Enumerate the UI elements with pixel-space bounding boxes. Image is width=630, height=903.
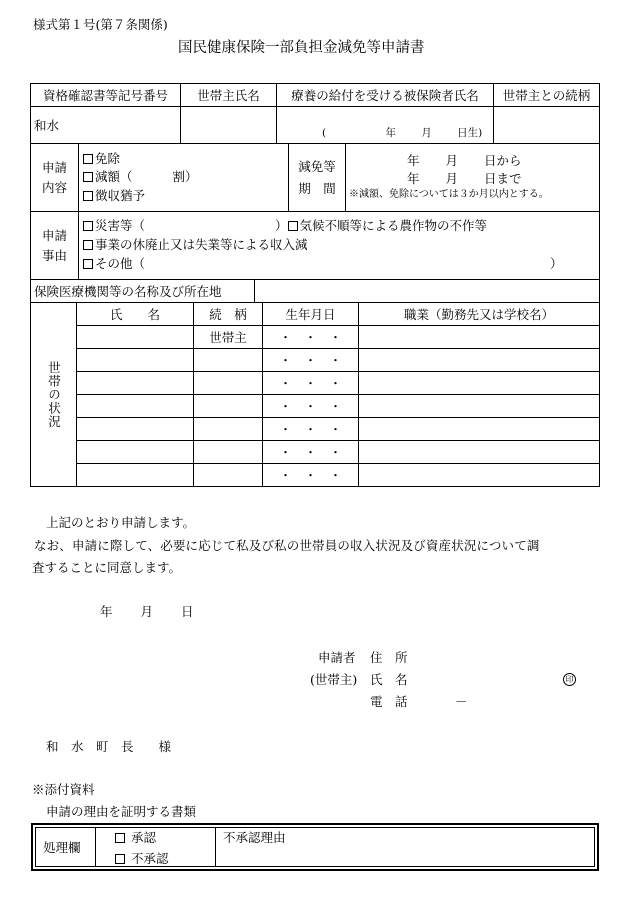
disapproval-reason-label: 不承認理由 [223, 830, 286, 845]
table-row [31, 326, 600, 349]
table-row [31, 441, 600, 464]
business-checkbox[interactable] [83, 240, 93, 250]
member-relation-field[interactable] [194, 395, 263, 418]
weather-checkbox[interactable] [288, 221, 298, 231]
member-occupation-field[interactable] [359, 349, 600, 372]
institution-table [30, 279, 600, 303]
header-relation: 世帯主との続柄 [494, 84, 600, 107]
disapprove-option[interactable]: 不承認 [115, 851, 169, 867]
other-checkbox[interactable] [83, 259, 93, 269]
address-label: 住 所 [370, 650, 408, 665]
institution-field[interactable] [255, 280, 600, 303]
member-occupation-field[interactable] [359, 441, 600, 464]
household-side-label: 世帯の状況 [31, 303, 77, 487]
approve-option[interactable]: 承認 [115, 830, 156, 846]
content-options [79, 144, 289, 212]
addressee: 和 水 町 長 様 [46, 739, 172, 754]
institution-label: 保険医療機関等の名称及び所在地 [31, 280, 255, 303]
reason-label: 申請 事由 [31, 212, 79, 280]
householder-name-field[interactable] [181, 107, 277, 144]
member-name-field[interactable] [77, 464, 194, 487]
member-relation-field[interactable] [194, 372, 263, 395]
table-row [31, 418, 600, 441]
deferral-checkbox[interactable] [83, 191, 93, 201]
application-content-table [30, 143, 600, 212]
member-occupation-field[interactable] [359, 372, 600, 395]
application-date[interactable]: 年 月 日 [100, 604, 194, 619]
header-member-relation: 続 柄 [194, 303, 263, 326]
member-name-field[interactable] [77, 418, 194, 441]
option-other[interactable]: その他（ ） [83, 255, 596, 274]
householder-label: (世帯主) [310, 672, 358, 687]
member-relation-field[interactable] [194, 349, 263, 372]
member-birthdate-field[interactable]: ・ ・ ・ [263, 464, 359, 487]
member-birthdate-field[interactable]: ・ ・ ・ [263, 395, 359, 418]
approve-checkbox[interactable] [115, 833, 125, 843]
member-occupation-field[interactable] [359, 418, 600, 441]
option-weather[interactable]: 気候不順等による農作物の不作等 [288, 218, 488, 233]
header-member-occupation: 職業（勤務先又は学校名） [359, 303, 600, 326]
period-label: 減免等 期 間 [289, 144, 346, 212]
reason-options: 災害等（ ） 気候不順等による農作物の不作等 事業の休廃止又は失業等による収入減 その他（ ） [79, 212, 600, 280]
statement-line-2: なお、申請に際して、必要に応じて私及び私の世帯員の収入状況及び資産状況について調 [34, 538, 540, 553]
insured-info-table [30, 83, 600, 144]
attachments-title: ※添付資料 [32, 782, 95, 797]
member-relation-field[interactable] [194, 418, 263, 441]
page-title: 国民健康保険一部負担金減免等申請書 [178, 40, 425, 56]
header-insurance-number: 資格確認書等記号番号 [31, 84, 181, 107]
header-householder-name: 世帯主氏名 [181, 84, 277, 107]
header-member-name: 氏 名 [77, 303, 194, 326]
relation-field[interactable] [494, 107, 600, 144]
member-occupation-field[interactable] [359, 395, 600, 418]
table-row [31, 395, 600, 418]
header-insured-name: 療養の給付を受ける被保険者氏名 [277, 84, 494, 107]
form-number: 様式第１号(第７条関係) [33, 17, 168, 32]
table-row [31, 349, 600, 372]
processing-box [31, 823, 599, 871]
disapprove-checkbox[interactable] [115, 854, 125, 864]
statement-line-3: 査することに同意します。 [32, 560, 182, 575]
member-occupation-field[interactable] [359, 464, 600, 487]
period-note: ※減額、免除については３か月以内とする。 [349, 189, 549, 201]
insurance-number-field[interactable] [31, 107, 181, 144]
member-name-field[interactable] [77, 395, 194, 418]
phone-label: 電 話 [370, 694, 408, 709]
insured-name-field[interactable]: ( 年 月 日生) [277, 107, 494, 144]
option-reduction[interactable]: 減額（ 割） [83, 168, 285, 186]
member-relation-field[interactable] [194, 464, 263, 487]
member-occupation-field[interactable] [359, 326, 600, 349]
option-disaster[interactable]: 災害等（ [83, 218, 145, 233]
period-field[interactable]: 年 月 日から 年 月 日まで ※減額、免除については３か月以内とする。 [346, 144, 600, 212]
era-label: 和水 [34, 118, 60, 133]
table-row [31, 464, 600, 487]
processing-label: 処理欄 [43, 840, 81, 855]
member-relation-field[interactable] [194, 441, 263, 464]
member-relation-field[interactable]: 世帯主 [194, 326, 263, 349]
member-name-field[interactable] [77, 349, 194, 372]
member-name-field[interactable] [77, 441, 194, 464]
reason-table [30, 211, 600, 280]
member-birthdate-field[interactable]: ・ ・ ・ [263, 372, 359, 395]
member-birthdate-field[interactable]: ・ ・ ・ [263, 441, 359, 464]
seal-icon: 印 [563, 673, 576, 686]
exemption-checkbox[interactable] [83, 154, 93, 164]
disaster-checkbox[interactable] [83, 221, 93, 231]
member-birthdate-field[interactable]: ・ ・ ・ [263, 326, 359, 349]
statement-line-1: 上記のとおり申請します。 [46, 515, 196, 530]
phone-dash: － [455, 694, 468, 709]
member-birthdate-field[interactable]: ・ ・ ・ [263, 349, 359, 372]
member-name-field[interactable] [77, 372, 194, 395]
reduction-checkbox[interactable] [83, 172, 93, 182]
member-name-field[interactable] [77, 326, 194, 349]
content-label: 申請 内容 [31, 144, 79, 212]
household-table [30, 302, 600, 487]
name-label: 氏 名 [370, 672, 408, 687]
option-business[interactable]: 事業の休廃止又は失業等による収入減 [83, 236, 596, 255]
applicant-label: 申請者 [318, 650, 356, 665]
header-member-birthdate: 生年月日 [263, 303, 359, 326]
member-birthdate-field[interactable]: ・ ・ ・ [263, 418, 359, 441]
attachments-item: 申請の理由を証明する書類 [46, 804, 197, 819]
option-exemption[interactable]: 免除 [83, 150, 285, 168]
table-row [31, 372, 600, 395]
option-deferral[interactable]: 徴収猶予 [83, 187, 285, 205]
